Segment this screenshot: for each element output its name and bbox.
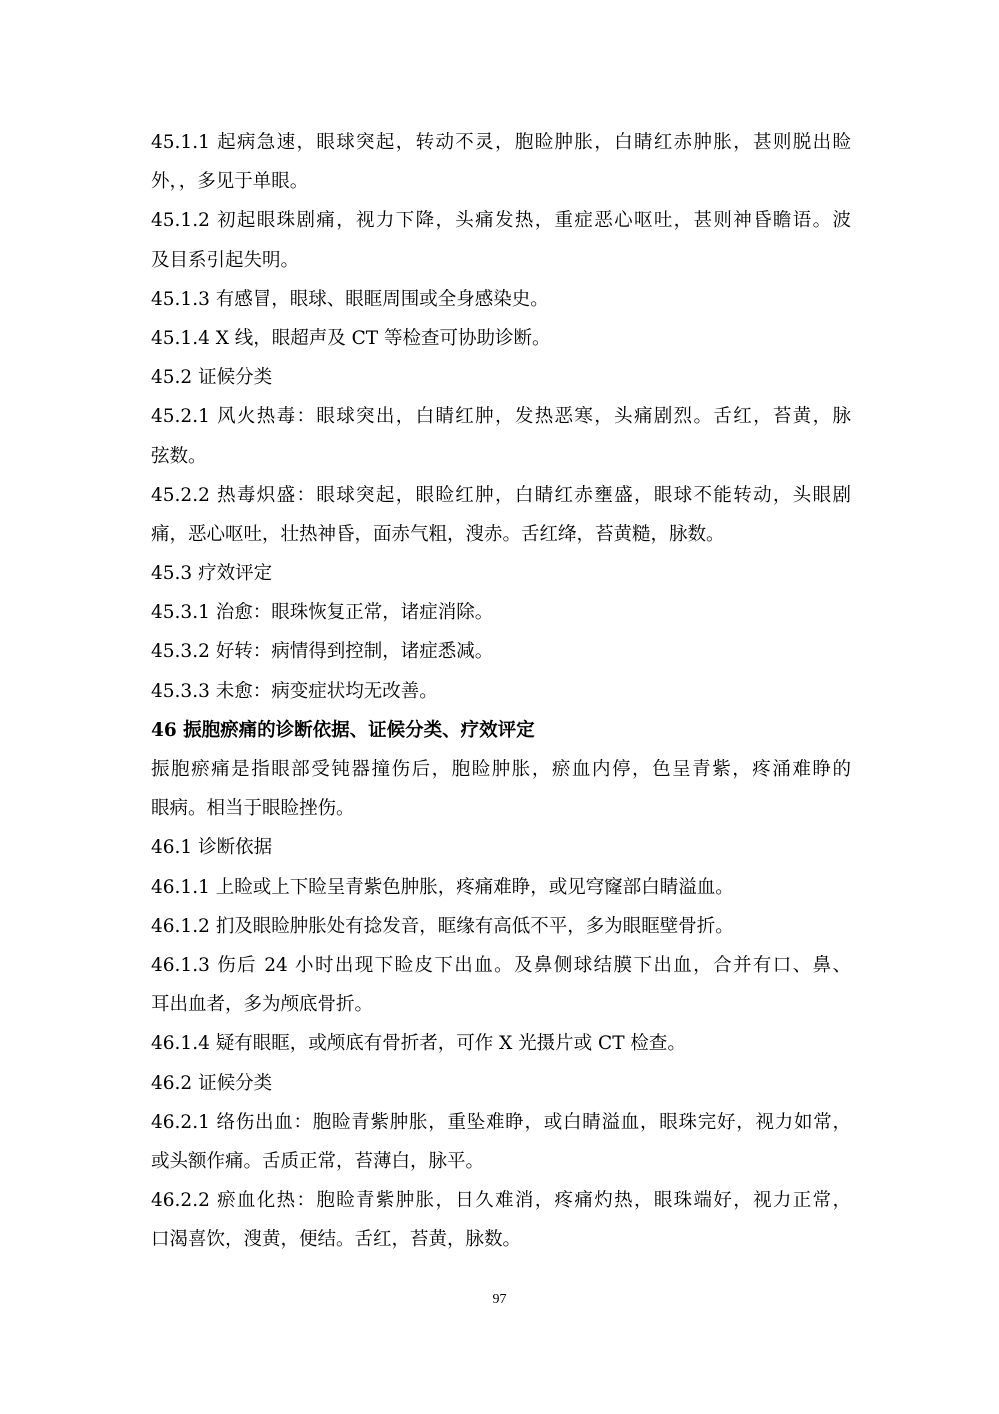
text-line: 外，，多见于单眼。 [151, 171, 309, 193]
text-line: 46.2.1 络伤出血：胞睑青紫肿胀，重坠难睁，或白睛溢血，眼珠完好，视力如常， [151, 1111, 851, 1133]
chapter-heading: 46 振胞瘀痛的诊断依据、证候分类、疗效评定 [151, 719, 535, 741]
text-line: 45.3.3 未愈：病变症状均无改善。 [151, 680, 438, 702]
text-line: 弦数。 [151, 445, 207, 467]
text-line: 46.1.1 上睑或上下睑呈青紫色肿胀，疼痛难睁，或见穹窿部白睛溢血。 [151, 876, 734, 898]
section-heading: 46.1 诊断依据 [151, 837, 273, 859]
text-line: 及目系引起失明。 [151, 249, 300, 271]
page-number: 97 [492, 1292, 507, 1307]
text-line: 痛，恶心呕吐，壮热神昏，面赤气粗，溲赤。舌红绛，苔黄糙，脉数。 [151, 523, 725, 545]
section-heading: 46.2 证候分类 [151, 1072, 273, 1094]
text-line: 口渴喜饮，溲黄，便结。舌红，苔黄，脉数。 [151, 1229, 522, 1251]
document-body [151, 123, 851, 1259]
text-line: 45.1.2 初起眼珠剧痛，视力下降，头痛发热，重症恶心呕吐，甚则神昏瞻语。波 [151, 210, 851, 232]
text-line: 眼病。相当于眼睑挫伤。 [151, 798, 355, 820]
text-line: 45.1.1 起病急速，眼球突起，转动不灵，胞睑肿胀，白睛红赤肿胀，甚则脱出睑 [151, 132, 851, 153]
text-line: 耳出血者，多为颅底骨折。 [151, 994, 374, 1016]
text-line: 46.1.4 疑有眼眶，或颅底有骨折者，可作 X 光摄片或 CT 检查。 [151, 1033, 686, 1055]
section-heading: 45.3 疗效评定 [151, 563, 273, 585]
section-heading: 45.2 证候分类 [151, 367, 273, 389]
text-line: 或头额作痛。舌质正常，苔薄白，脉平。 [151, 1150, 485, 1172]
text-line: 45.2.2 热毒炽盛：眼球突起，眼睑红肿，白睛红赤壅盛，眼球不能转动，头眼剧 [151, 484, 851, 506]
text-line: 45.3.2 好转：病情得到控制，诸症悉减。 [151, 641, 494, 663]
text-line: 46.1.3 伤后 24 小时出现下睑皮下出血。及鼻侧球结膜下出血，合并有口、鼻、 [151, 954, 851, 976]
text-line: 振胞瘀痛是指眼部受钝器撞伤后，胞睑肿胀，瘀血内停，色呈青紫，疼涌难睁的 [151, 759, 851, 780]
text-line: 46.2.2 瘀血化热：胞睑青紫肿胀，日久难消，疼痛灼热，眼珠端好，视力正常， [151, 1190, 851, 1212]
text-line: 45.1.3 有感冒，眼球、眼眶周围或全身感染史。 [151, 288, 549, 310]
text-line: 46.1.2 扪及眼睑肿胀处有捻发音，眶缘有高低不平，多为眼眶壁骨折。 [151, 915, 734, 937]
text-line: 45.3.1 治愈：眼珠恢复正常，诸症消除。 [151, 602, 494, 624]
text-line: 45.2.1 风火热毒：眼球突出，白睛红肿，发热恶寒，头痛剧烈。舌红，苔黄，脉 [151, 406, 851, 428]
text-line: 45.1.4 X 线，眼超声及 CT 等检查可协助诊断。 [151, 327, 551, 349]
